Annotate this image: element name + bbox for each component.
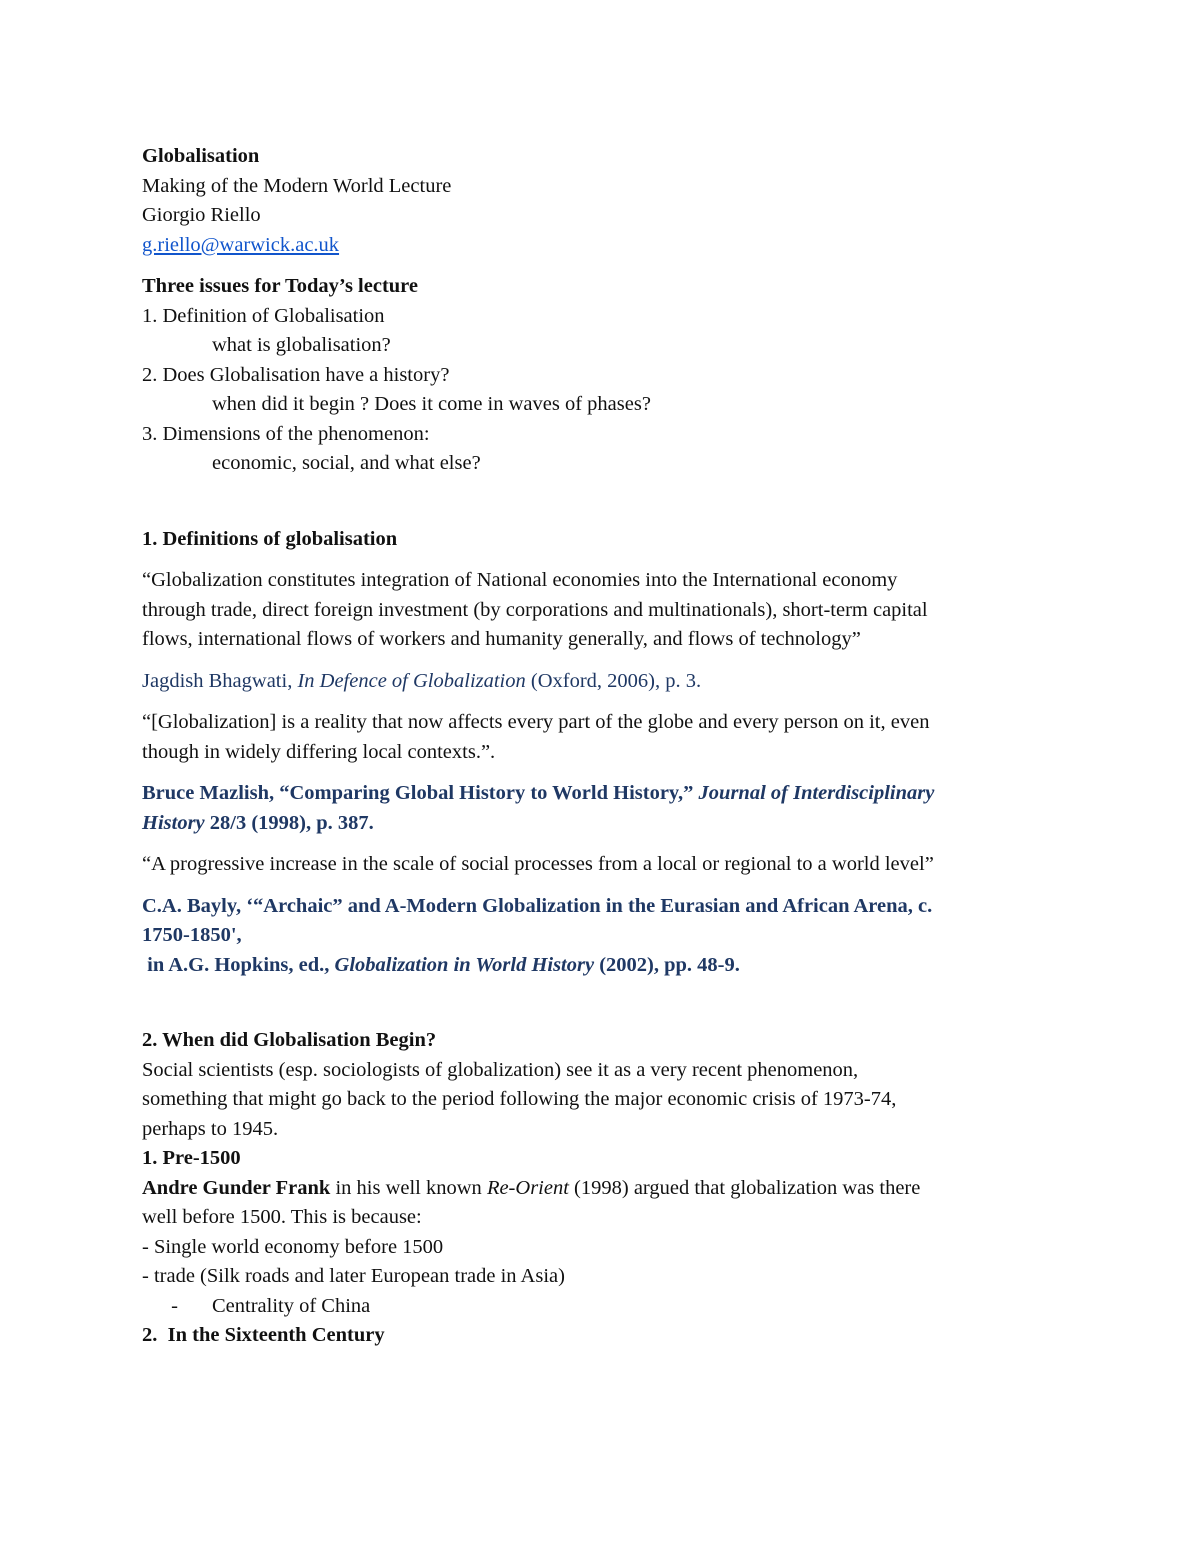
point-item: - Single world economy before 1500 — [142, 1235, 444, 1258]
subheading-pre-1500: 1. Pre-1500 — [142, 1147, 241, 1169]
quote1-line: flows, international flows of workers and humanity generally, and flows of technology” — [142, 628, 861, 650]
issue-detail-3: economic, social, and what else? — [212, 452, 481, 474]
citation-mazlish: Bruce Mazlish, “Comparing Global History to World History,” Journal of Interdisciplinary — [142, 782, 935, 804]
course-name: Making of the Modern World Lecture — [142, 174, 452, 197]
issue-detail-2: when did it begin ? Does it come in waves of phases? — [212, 393, 651, 415]
bullet-dash: - — [171, 1294, 178, 1317]
section2-heading: 2. When did Globalisation Begin? — [142, 1029, 437, 1051]
citation-bhagwati: Jagdish Bhagwati, In Defence of Globalization (Oxford, 2006), p. 3. — [142, 669, 702, 692]
section1-heading: 1. Definitions of globalisation — [142, 527, 398, 550]
section2-intro-line: something that might go back to the period following the major economic crisis of 1973-74, — [142, 1088, 897, 1110]
quote3-line: “A progressive increase in the scale of social processes from a local or regional to a world level” — [142, 853, 934, 875]
document-title: Globalisation — [142, 145, 260, 167]
citation-bayly: C.A. Bayly, ‘“Archaic” and A-Modern Globalization in the Eurasian and African Arena, c. — [142, 894, 933, 917]
author-name: Giorgio Riello — [142, 204, 261, 226]
email-link[interactable]: g.riello@warwick.ac.uk — [142, 233, 340, 256]
citation-bayly-cont: 1750-1850', — [142, 924, 242, 946]
citation-mazlish-cont: History 28/3 (1998), p. 387. — [142, 811, 374, 834]
subheading-sixteenth-century: 2. In the Sixteenth Century — [142, 1324, 385, 1346]
point-item: - trade (Silk roads and later European trade in Asia) — [142, 1265, 565, 1287]
issue-detail-1: what is globalisation? — [212, 334, 391, 356]
section2-intro-line: Social scientists (esp. sociologists of globalization) see it as a very recent phenomenon, — [142, 1058, 859, 1081]
frank-argument-cont: well before 1500. This is because: — [142, 1206, 422, 1228]
quote1-line: “Globalization constitutes integration of National economies into the International economy — [142, 569, 898, 591]
issues-heading: Three issues for Today’s lecture — [142, 275, 418, 297]
quote2-line: “[Globalization] is a reality that now affects every part of the globe and every person on it, even — [142, 711, 930, 733]
issue-item-1: 1. Definition of Globalisation — [142, 304, 385, 327]
quote1-line: through trade, direct foreign investment (by corporations and multinationals), short-term capital — [142, 598, 928, 621]
section2-intro-line: perhaps to 1945. — [142, 1117, 279, 1140]
issue-item-2: 2. Does Globalisation have a history? — [142, 363, 450, 386]
frank-argument: Andre Gunder Frank in his well known Re-Orient (1998) argued that globalization was there — [142, 1176, 921, 1199]
quote2-line: though in widely differing local contexts.”. — [142, 740, 496, 763]
bullet-item — [142, 1292, 1070, 1322]
issue-item-3: 3. Dimensions of the phenomenon: — [142, 422, 430, 445]
bullet-text: Centrality of China — [212, 1294, 371, 1317]
citation-hopkins: in A.G. Hopkins, ed., Globalization in World History (2002), pp. 48-9. — [142, 953, 740, 976]
